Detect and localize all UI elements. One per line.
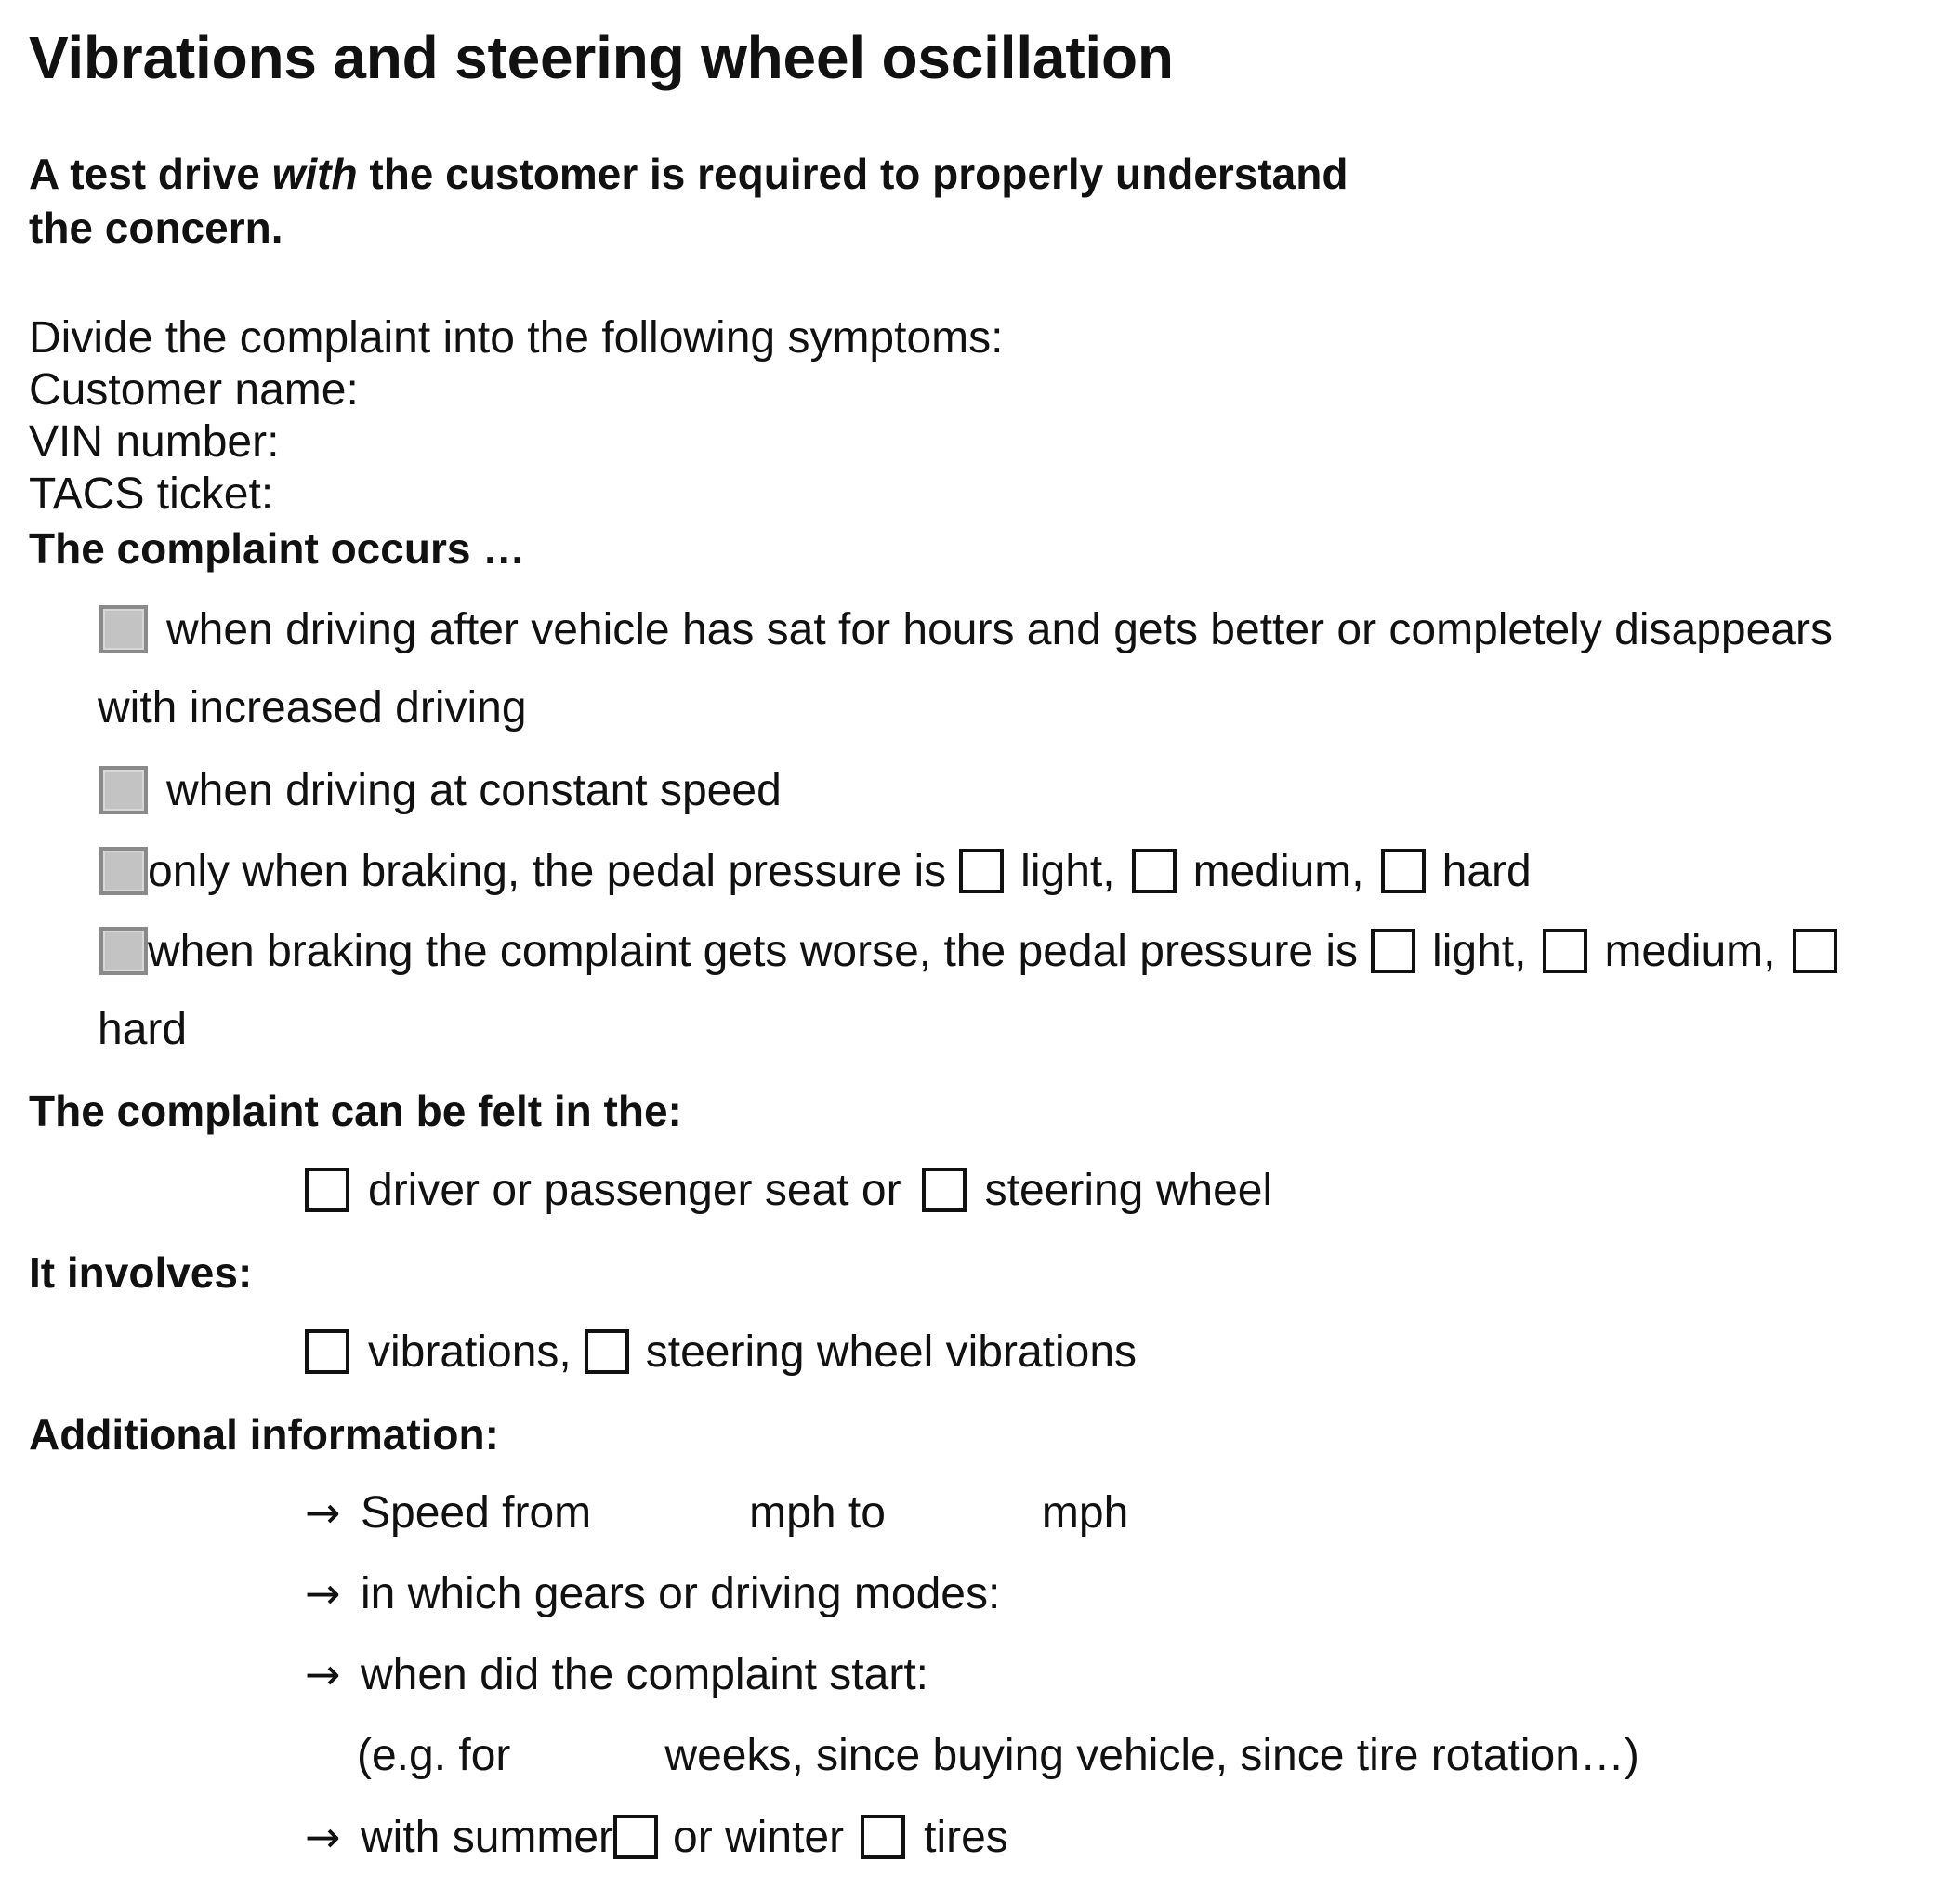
- occurs-option-constant-speed: [99, 766, 782, 814]
- intro-line-2: the concern.: [29, 204, 283, 252]
- only-braking-checkbox[interactable]: [99, 847, 148, 895]
- summer-label: with summer: [361, 1813, 614, 1862]
- only-braking-label: only when braking, the pedal pressure is: [148, 847, 947, 896]
- seat-checkbox[interactable]: [305, 1168, 349, 1212]
- braking-worse-medium-checkbox[interactable]: [1543, 929, 1587, 973]
- speed-from-label: Speed from: [361, 1488, 592, 1538]
- complaint-occurs-heading: The complaint occurs …: [29, 524, 526, 573]
- page-title: Vibrations and steering wheel oscillation: [29, 24, 1174, 91]
- seat-label: driver or passenger seat or: [368, 1166, 901, 1215]
- intro-line-1: [29, 150, 1348, 198]
- gears-label: in which gears or driving modes:: [361, 1569, 1001, 1618]
- occurs-option-only-braking: [99, 847, 1532, 895]
- vibrations-label: vibrations,: [368, 1327, 572, 1377]
- intro-emphasis: with: [271, 150, 358, 198]
- eg-rest-label: weeks, since buying vehicle, since tire rotation…): [664, 1731, 1639, 1780]
- occurs-option-braking-worse: [99, 927, 1837, 975]
- after-sitting-checkbox[interactable]: [99, 605, 148, 653]
- vin-number-label: VIN number:: [29, 417, 280, 467]
- braking-worse-hard-label: hard: [98, 1005, 188, 1054]
- braking-worse-label: when braking the complaint gets worse, the pedal pressure is: [148, 927, 1359, 976]
- only-braking-medium-label: medium,: [1192, 847, 1364, 896]
- wheel-vibrations-label: steering wheel vibrations: [645, 1327, 1138, 1377]
- vibrations-checkbox[interactable]: [305, 1329, 349, 1374]
- felt-in-heading: The complaint can be felt in the:: [29, 1087, 682, 1135]
- customer-name-label: Customer name:: [29, 365, 359, 415]
- arrow-right-icon: →: [305, 1568, 341, 1618]
- arrow-right-icon: →: [305, 1812, 341, 1862]
- occurs-option-after-sitting: [99, 605, 1833, 653]
- summer-tires-checkbox[interactable]: [613, 1815, 658, 1859]
- involves-heading: It involves:: [29, 1248, 253, 1297]
- constant-speed-checkbox[interactable]: [99, 766, 148, 814]
- divide-instruction: Divide the complaint into the following symptoms:: [29, 313, 1004, 363]
- additional-info-heading: Additional information:: [29, 1410, 499, 1459]
- only-braking-medium-checkbox[interactable]: [1132, 849, 1177, 893]
- after-sitting-label-cont: with increased driving: [98, 683, 527, 733]
- arrow-right-icon: →: [305, 1649, 341, 1699]
- complaint-start-row: [305, 1649, 928, 1699]
- steering-wheel-checkbox[interactable]: [922, 1168, 967, 1212]
- braking-worse-medium-label: medium,: [1604, 927, 1776, 976]
- involves-options: [305, 1329, 1137, 1375]
- braking-worse-light-checkbox[interactable]: [1371, 929, 1415, 973]
- speed-range-row: [305, 1487, 1129, 1538]
- complaint-start-label: when did the complaint start:: [361, 1650, 928, 1699]
- felt-in-options: [305, 1168, 1272, 1213]
- steering-wheel-label: steering wheel: [984, 1166, 1273, 1215]
- only-braking-light-label: light,: [1020, 847, 1115, 896]
- braking-worse-hard-checkbox[interactable]: [1793, 929, 1837, 973]
- tires-label: tires: [924, 1813, 1008, 1862]
- mph-label: mph: [1041, 1488, 1129, 1538]
- start-example-row: [357, 1731, 1639, 1780]
- winter-label: or winter: [673, 1813, 845, 1862]
- only-braking-hard-checkbox[interactable]: [1381, 849, 1426, 893]
- wheel-vibrations-checkbox[interactable]: [585, 1329, 629, 1374]
- intro-text-a: A test drive: [29, 150, 272, 198]
- mph-to-label: mph to: [749, 1488, 886, 1538]
- only-braking-light-checkbox[interactable]: [959, 849, 1004, 893]
- tires-row: [305, 1812, 1008, 1862]
- intro-text-b: the customer is required to properly understand: [357, 150, 1348, 198]
- eg-for-label: (e.g. for: [357, 1731, 511, 1780]
- only-braking-hard-label: hard: [1441, 847, 1532, 896]
- winter-tires-checkbox[interactable]: [861, 1815, 905, 1859]
- after-sitting-label: when driving after vehicle has sat for hours and gets better or completely disappears: [166, 605, 1833, 654]
- braking-worse-checkbox[interactable]: [99, 927, 148, 975]
- tacs-ticket-label: TACS ticket:: [29, 469, 274, 519]
- constant-speed-label: when driving at constant speed: [166, 766, 782, 815]
- braking-worse-light-label: light,: [1432, 927, 1527, 976]
- arrow-right-icon: →: [305, 1487, 341, 1538]
- gears-row: [305, 1568, 1001, 1618]
